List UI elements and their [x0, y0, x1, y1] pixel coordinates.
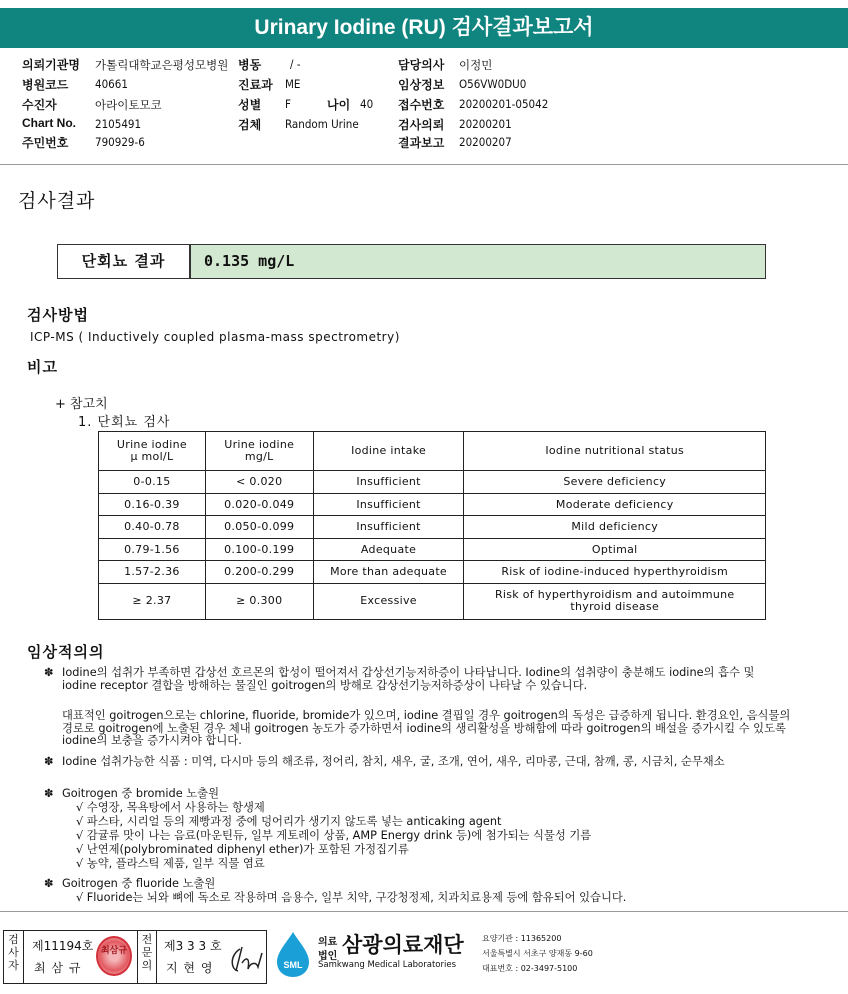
result-value: 0.135 mg/L — [204, 252, 295, 270]
table-cell: 0.16-0.39 — [99, 493, 206, 516]
examiner-vertical-label: 검 사 자 — [4, 931, 24, 983]
sex-label: 성별 — [238, 98, 262, 112]
code-value: 40661 — [95, 77, 128, 91]
table-cell: 0.40-0.78 — [99, 516, 206, 539]
reference-subheading: 1. 단회뇨 검사 — [78, 415, 171, 430]
bullet-icon: ✽ — [44, 787, 54, 800]
remarks-heading: 비고 — [27, 358, 58, 376]
org-telephone: 대표번호 : 02-3497-5100 — [482, 964, 578, 973]
hospital-label: 의뢰기관명 — [22, 58, 80, 72]
sml-logo-icon — [273, 930, 313, 978]
table-cell: Urine iodine μ mol/L — [99, 432, 206, 471]
report-title: Urinary Iodine (RU) 검사결과보고서 — [0, 8, 848, 48]
table-row — [99, 471, 766, 494]
org-prefix-bottom: 법인 — [318, 951, 338, 962]
ssn-label: 주민번호 — [22, 136, 69, 150]
results-heading: 검사결과 — [18, 190, 96, 212]
table-cell: Excessive — [313, 583, 464, 619]
table-cell: Moderate deficiency — [464, 493, 766, 516]
registration-value: 20200201-05042 — [459, 97, 549, 111]
table-cell: More than adequate — [313, 561, 464, 584]
clinical-paragraph-5: Goitrogen 중 fluoride 노출원 — [62, 877, 216, 890]
age-value: 40 — [360, 97, 374, 111]
result-box — [57, 244, 766, 279]
bullet-icon: ✽ — [44, 877, 54, 890]
table-row — [99, 561, 766, 584]
examiner-number: 제11194호 — [32, 939, 94, 953]
method-heading: 검사방법 — [27, 306, 89, 324]
table-row — [99, 538, 766, 561]
dept-value: ME — [285, 77, 301, 91]
specimen-value: Random Urine — [285, 117, 359, 131]
table-cell: Mild deficiency — [464, 516, 766, 539]
bromide-item-1: √ 수영장, 목욕탕에서 사용하는 항생제 — [76, 801, 265, 814]
table-cell: < 0.020 — [205, 471, 313, 494]
bullet-icon: ✽ — [44, 755, 54, 768]
clinical-paragraph-2: 대표적인 goitrogen으로는 chlorine, fluoride, bromide가 있으며, iodine 결핍일 경우 goitrogen의 독성은 급증하게 됩니다. 환경요인, 음식물의 경로로 goitrogen에 노출된 경우 체내 goitrogen 농도가 증가하면서 iodine의 생리활성을 방해함에 따라 goitrogen의 배설을 증가시킬 수 있도록 iodine의 보충을 증가시켜야 합니다. — [62, 709, 791, 748]
specialist-vertical-label: 전 문 의 — [137, 931, 157, 983]
table-cell: Adequate — [313, 538, 464, 561]
table-cell: Iodine intake — [313, 432, 464, 471]
code-label: 병원코드 — [22, 78, 69, 92]
table-header-row — [99, 432, 766, 471]
table-cell: 0.020-0.049 — [205, 493, 313, 516]
table-cell: ≥ 0.300 — [205, 583, 313, 619]
table-cell: Optimal — [464, 538, 766, 561]
table-cell: 0.79-1.56 — [99, 538, 206, 561]
registration-label: 접수번호 — [398, 98, 445, 112]
request-date-value: 20200201 — [459, 117, 512, 131]
table-cell: 0-0.15 — [99, 471, 206, 494]
doctor-label: 담당의사 — [398, 58, 445, 72]
ward-label: 병동 — [238, 58, 262, 72]
divider — [0, 164, 848, 165]
table-cell: 1.57-2.36 — [99, 561, 206, 584]
table-cell: Severe deficiency — [464, 471, 766, 494]
table-cell: 0.200-0.299 — [205, 561, 313, 584]
patient-info-block — [0, 56, 848, 160]
hospital-value: 가톨릭대학교은평성모병원 — [95, 58, 229, 72]
table-cell: 0.050-0.099 — [205, 516, 313, 539]
table-row — [99, 493, 766, 516]
svg-text:SML: SML — [283, 960, 303, 970]
reference-heading: + 참고치 — [55, 397, 108, 412]
bromide-item-4: √ 난연제(polybrominated diphenyl ether)가 포함된 가정집기류 — [76, 843, 409, 856]
clinical-paragraph-4: Goitrogen 중 bromide 노출원 — [62, 787, 219, 800]
chart-no-label: Chart No. — [22, 116, 76, 130]
seal-icon: 최삼규 — [96, 936, 132, 976]
request-date-label: 검사의뢰 — [398, 118, 445, 132]
chart-no-value: 2105491 — [95, 117, 142, 131]
table-cell: ≥ 2.37 — [99, 583, 206, 619]
method-text: ICP-MS ( Inductively coupled plasma-mass spectrometry) — [30, 330, 400, 344]
clinical-paragraph-3: Iodine 섭취가능한 식품 : 미역, 다시마 등의 해조류, 정어리, 참치, 새우, 굴, 조개, 연어, 새우, 리마콩, 근대, 참깨, 콩, 시금치, 순무채소 — [62, 755, 725, 768]
table-row — [99, 583, 766, 619]
report-date-label: 결과보고 — [398, 136, 445, 150]
table-row — [99, 516, 766, 539]
table-cell: Risk of hyperthyroidism and autoimmune thyroid disease — [464, 583, 766, 619]
bromide-item-5: √ 농약, 플라스틱 제품, 일부 직물 염료 — [76, 857, 265, 870]
signature-icon — [226, 941, 264, 977]
examiner-name: 최 삼 규 — [34, 961, 82, 975]
table-cell: Risk of iodine-induced hyperthyroidism — [464, 561, 766, 584]
report-date-value: 20200207 — [459, 135, 512, 149]
org-address: 서울특별시 서초구 양재동 9-60 — [482, 949, 593, 958]
table-cell: Iodine nutritional status — [464, 432, 766, 471]
doctor-value: 이정민 — [459, 58, 493, 72]
age-label: 나이 — [327, 98, 351, 112]
table-cell: Urine iodine mg/L — [205, 432, 313, 471]
org-english-name: Samkwang Medical Laboratories — [318, 960, 457, 970]
sex-value: F — [285, 97, 291, 111]
patient-label: 수진자 — [22, 98, 57, 112]
table-cell: Insufficient — [313, 471, 464, 494]
bullet-icon: ✽ — [44, 666, 54, 679]
specimen-label: 검체 — [238, 118, 262, 132]
table-cell: Insufficient — [313, 493, 464, 516]
dept-label: 진료과 — [238, 78, 273, 92]
specialist-name: 지 현 영 — [166, 961, 214, 975]
bromide-item-2: √ 파스타, 시리얼 등의 제빵과정 중에 덩어리가 생기지 않도록 넣는 anticaking agent — [76, 815, 502, 828]
clinical-info-label: 임상정보 — [398, 78, 445, 92]
signature-box — [3, 930, 267, 984]
table-cell: Insufficient — [313, 516, 464, 539]
table-cell: 0.100-0.199 — [205, 538, 313, 561]
clinical-heading: 임상적의의 — [27, 643, 105, 661]
bromide-item-3: √ 감귤류 맛이 나는 음료(마운틴듀, 일부 게토레이 상품, AMP Energy drink 등)에 첨가되는 식물성 기름 — [76, 829, 592, 842]
footer-divider — [0, 911, 848, 912]
ward-value: / - — [290, 57, 301, 71]
fluoride-item-1: √ Fluoride는 뇌와 뼈에 독소로 작용하며 음용수, 일부 치약, 구강청정제, 치과치료용제 등에 함유되어 있습니다. — [76, 891, 627, 904]
result-label: 단회뇨 결과 — [58, 245, 191, 278]
org-code: 요양기관 : 11365200 — [482, 934, 562, 943]
clinical-paragraph-1: Iodine의 섭취가 부족하면 갑상선 호르몬의 합성이 떨어져서 갑상선기능저하증이 나타납니다. Iodine의 섭취량이 충분해도 iodine의 흡수 및 iodine receptor 결합을 방해하는 물질인 goitrogen의 방해로 갑상선기능저하증상이 나타날 수 있습니다. — [62, 666, 755, 692]
clinical-info-value: O56VW0DU0 — [459, 77, 527, 91]
ssn-value: 790929-6 — [95, 135, 145, 149]
org-prefix-top: 의료 — [318, 937, 338, 948]
patient-value: 아라이토모코 — [95, 98, 162, 112]
org-name: 삼광의료재단 — [342, 933, 464, 957]
reference-table — [98, 431, 766, 620]
specialist-number: 제3 3 3 호 — [164, 939, 222, 953]
